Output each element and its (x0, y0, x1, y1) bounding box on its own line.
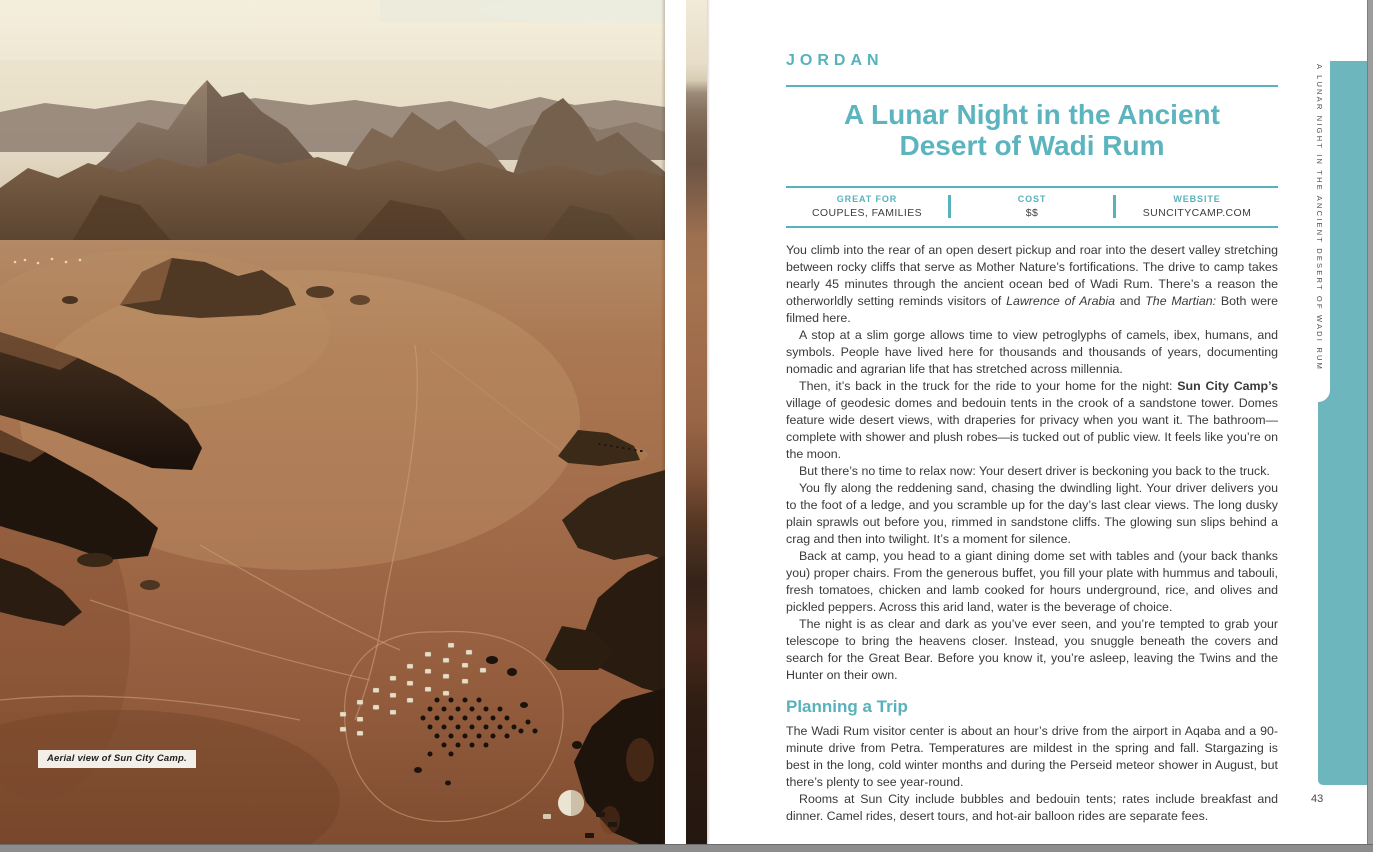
info-label: GREAT FOR (836, 194, 898, 204)
body-paragraph: The Wadi Rum visitor center is about an hour’s drive from the airport in Aqaba and a 90-minute drive from Petra. Temperatures are mildest in the spring and fall. Stargazing is best in the long, cold winter months and during the Perseid meteor shower in August, but there’s plenty to see year-round. (786, 724, 1278, 789)
planning-heading: Planning a Trip (786, 697, 908, 716)
running-head-vertical: A LUNAR NIGHT IN THE ANCIENT DESERT OF WADI RUM (1315, 64, 1324, 372)
photo-caption: Aerial view of Sun City Camp. (38, 750, 196, 768)
body-paragraph: Rooms at Sun City include bubbles and bedouin tents; rates include breakfast and dinner. Camel rides, desert tours, and hot-air balloon rides are separate fees. (786, 792, 1278, 823)
info-value: SUNCITYCAMP.COM (1142, 207, 1252, 219)
article-title-line2: Desert of Wadi Rum (899, 130, 1165, 161)
window-edge-bottom (0, 844, 1373, 852)
planning-body (786, 723, 1278, 825)
photo-bleed-sliver (686, 0, 707, 845)
country-kicker: JORDAN (786, 52, 884, 69)
body-paragraph: But there’s no time to relax now: Your desert driver is beckoning you back to the truck. (799, 464, 1270, 478)
body-paragraph: Then, it’s back in the truck for the ride to your home for the night: Sun City Camp’s village of geodesic domes and bedouin tents in the crook of a sandstone tower. Domes feature wide desert views, with draperies for privacy when you want it. The bathroom—complete with shower and plush robes—is tucked out of public view. It feels like you’re on the moon. (786, 379, 1278, 461)
infocell-cost (951, 194, 1113, 219)
body-paragraph: You climb into the rear of an open desert pickup and roar into the desert valley stretching between rocky cliffs that serve as Mother Nature’s fortifications. The drive to camp takes nearly 45 minutes through the ancient ocean bed of Wadi Rum. There’s a reason the otherworldly setting reminds visitors of Lawrence of Arabia and The Martian: Both were filmed here. (786, 243, 1278, 325)
divider-rule (786, 85, 1278, 87)
window-edge-right (1367, 0, 1373, 852)
trip-infobar (786, 186, 1278, 228)
page-number: 43 (1311, 793, 1324, 805)
body-paragraph: The night is as clear and dark as you’ve ever seen, and you’re tempted to grab your telescope to bring the heavens closer. Instead, you snuggle beneath the covers and search for the Great Bear. Before you know it, you’re asleep, leaving the Twins and the Hunter on their own. (786, 617, 1278, 682)
info-label: WEBSITE (1173, 194, 1221, 204)
body-paragraph: Back at camp, you head to a giant dining dome set with tables and (your back thanks you) proper chairs. From the generous buffet, you fill your plate with hummus and tabouli, fresh tomatoes, chicken and lamb cooked for hours underground, rice, and olives and pickled peppers. Across this arid land, water is the beverage of choice. (786, 549, 1278, 614)
left-page (0, 0, 665, 845)
info-label: COST (1017, 194, 1047, 204)
article-title-line1: A Lunar Night in the Ancient (844, 99, 1220, 130)
info-value: $$ (1025, 207, 1039, 219)
body-paragraph: A stop at a slim gorge allows time to view petroglyphs of camels, ibex, humans, and symbols. People have lived here for thousands and thousands of years, documenting nomadic and agrarian life that has stretched across millennia. (786, 328, 1278, 376)
aerial-photo-wadi-rum (0, 0, 665, 845)
infocell-website (1116, 194, 1278, 219)
story-body (786, 242, 1278, 684)
article-content (786, 0, 1278, 825)
info-value: COUPLES, FAMILIES (811, 207, 923, 219)
article-title (786, 99, 1278, 161)
infocell-great-for (786, 194, 948, 219)
body-paragraph: You fly along the reddening sand, chasing the dwindling light. Your driver delivers you to the foot of a ledge, and you scramble up for the day’s last clear views. The long dusky plain sprawls out before you, rimmed in sandstone cliffs. The glowing sun slips behind a crag and then into twilight. It’s a moment for silence. (786, 481, 1278, 546)
